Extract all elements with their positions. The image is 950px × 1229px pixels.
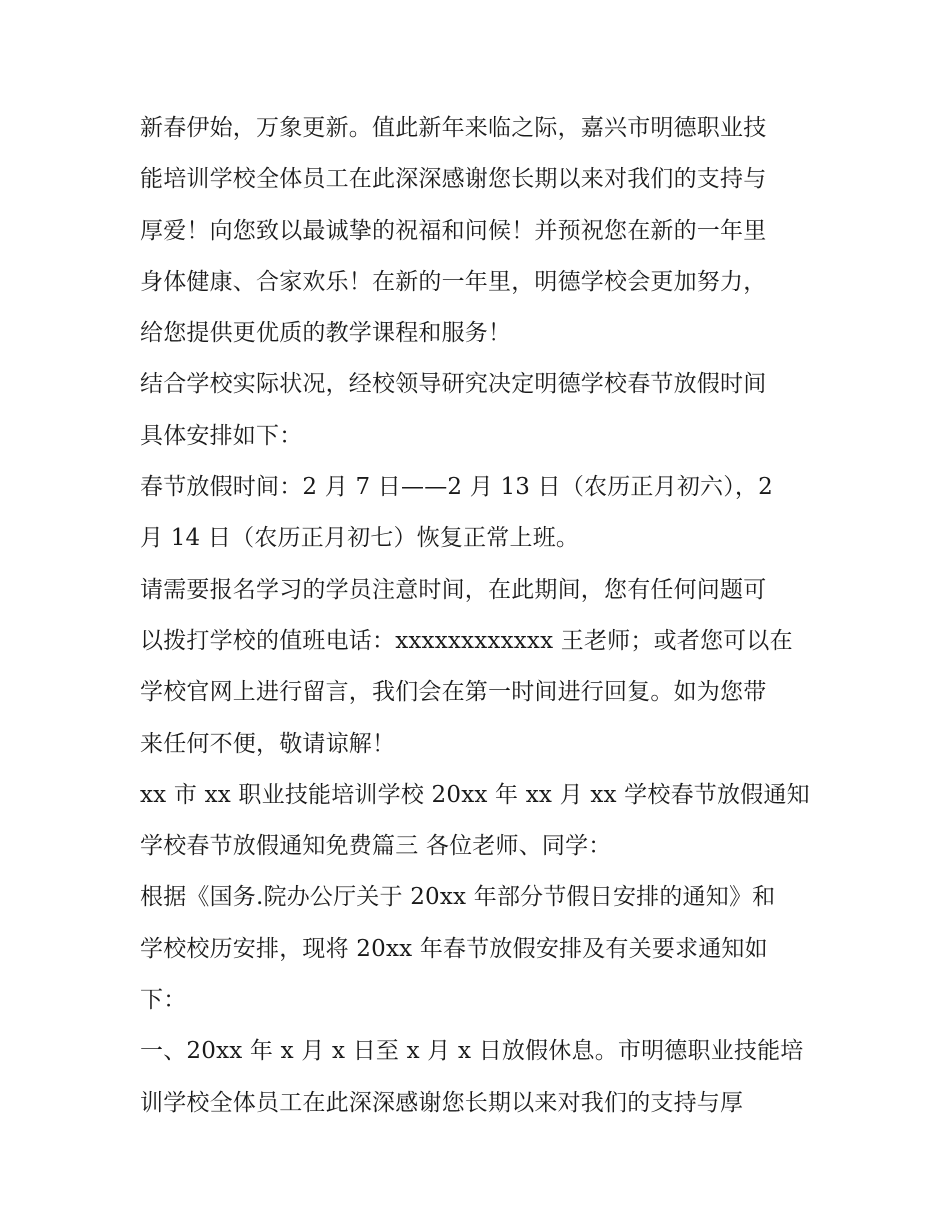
text-line: 根据《国务.院办公厅关于 20xx 年部分节假日安排的通知》和 [140, 884, 776, 911]
text-line: 训学校全体员工在此深深感谢您长期以来对我们的支持与厚 [140, 1089, 744, 1116]
text-line: xx 市 xx 职业技能培训学校 20xx 年 xx 月 xx 学校春节放假通知 [140, 781, 810, 808]
body-text [140, 103, 820, 1129]
text-line: 来任何不便，敬请谅解！ [140, 730, 396, 757]
text-line: 请需要报名学习的学员注意时间，在此期间，您有任何问题可 [140, 576, 767, 603]
text-line: 下： [140, 987, 187, 1014]
text-line: 新春伊始，万象更新。值此新年来临之际，嘉兴市明德职业技 [140, 115, 767, 141]
text-line: 以拨打学校的值班电话：xxxxxxxxxxxx 王老师；或者您可以在 [140, 627, 793, 654]
text-line: 一、20xx 年 x 月 x 日至 x 月 x 日放假休息。市明德职业技能培 [140, 1038, 804, 1065]
text-line: 学校春节放假通知免费篇三 各位老师、同学： [140, 833, 612, 860]
text-line: 具体安排如下： [140, 422, 303, 449]
text-line: 月 14 日（农历正月初七）恢复正常上班。 [140, 525, 580, 552]
text-line: 给您提供更优质的教学课程和服务！ [140, 320, 512, 347]
text-line: 学校官网上进行留言，我们会在第一时间进行回复。如为您带 [140, 679, 767, 706]
text-line: 结合学校实际状况，经校领导研究决定明德学校春节放假时间 [140, 371, 767, 398]
text-line: 学校校历安排，现将 20xx 年春节放假安排及有关要求通知如 [140, 935, 768, 962]
text-line: 能培训学校全体员工在此深深感谢您长期以来对我们的支持与 [140, 166, 767, 193]
text-line: 春节放假时间：2 月 7 日——2 月 13 日（农历正月初六），2 [140, 474, 773, 501]
text-line: 身体健康、合家欢乐！在新的一年里，明德学校会更加努力， [140, 268, 767, 295]
text-line: 厚爱！向您致以最诚挚的祝福和问候！并预祝您在新的一年里 [140, 217, 767, 244]
